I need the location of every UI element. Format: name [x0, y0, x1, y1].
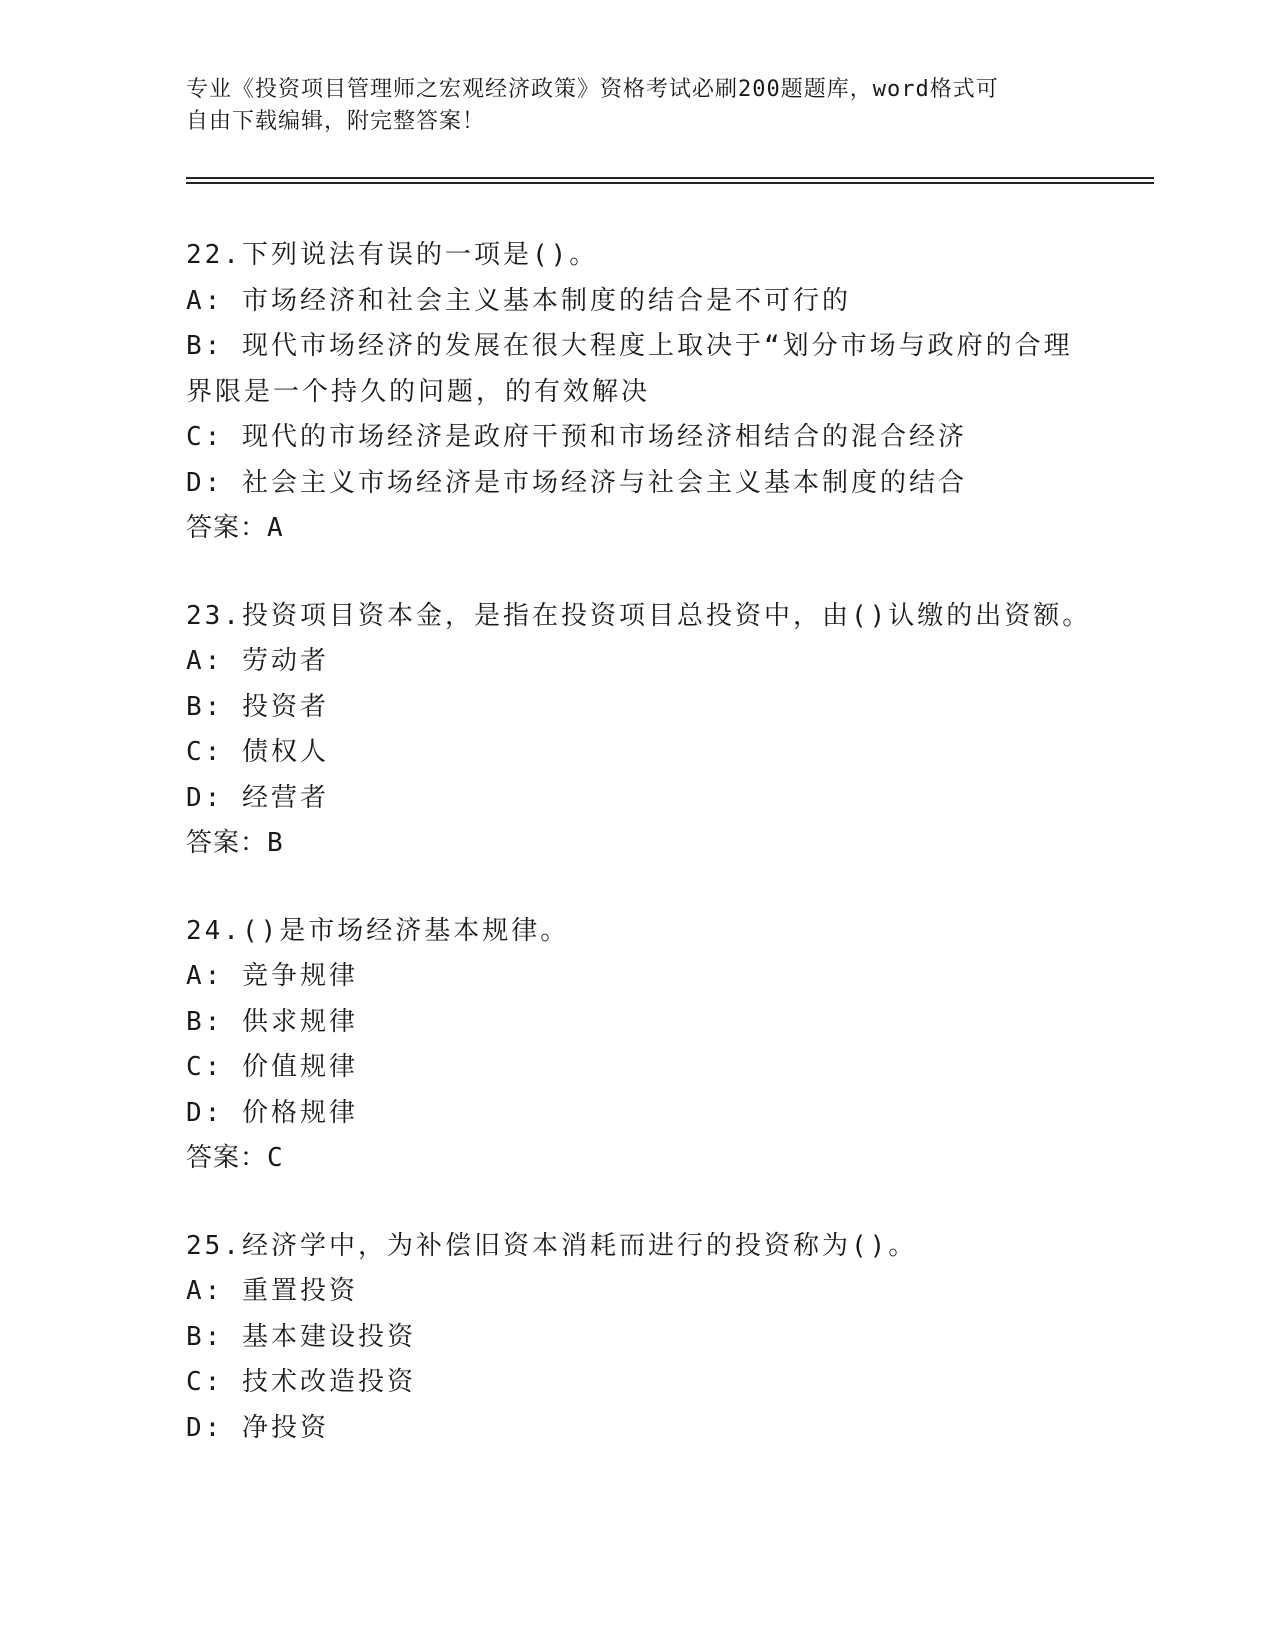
answer-value: B	[267, 828, 284, 858]
option-a: A: 竞争规律	[186, 961, 358, 991]
option-d: D: 社会主义市场经济是市场经济与社会主义基本制度的结合	[186, 467, 967, 498]
question-list	[186, 233, 1092, 1493]
answer-line	[186, 506, 1086, 552]
option-d: D: 经营者	[186, 782, 329, 813]
question-stem: 24.()是市场经济基本规律。	[186, 915, 570, 946]
option-c: C: 技术改造投资	[186, 1367, 416, 1397]
option-b-continued: 界限是一个持久的问题，的有效解决	[186, 376, 651, 407]
option-a: A: 重置投资	[186, 1276, 358, 1306]
option-d: D: 价格规律	[186, 1097, 358, 1128]
header-double-rule	[186, 177, 1154, 184]
question-22	[186, 233, 1086, 552]
document-header	[186, 74, 1066, 138]
option-b: B: 供求规律	[186, 1006, 358, 1037]
header-line-2: 自由下载编辑，附完整答案！	[186, 109, 486, 134]
question-25	[186, 1224, 1086, 1452]
question-24	[186, 909, 1086, 1182]
question-stem: 23.投资项目资本金，是指在投资项目总投资中，由()认缴的出资额。	[186, 600, 1092, 631]
answer-value: C	[267, 1143, 284, 1173]
option-b: B: 现代市场经济的发展在很大程度上取决于“划分市场与政府的合理	[186, 331, 1073, 361]
option-c: C: 现代的市场经济是政府干预和市场经济相结合的混合经济	[186, 422, 967, 452]
answer-line	[186, 1136, 1086, 1182]
option-c: C: 价值规律	[186, 1052, 358, 1082]
question-23	[186, 594, 1092, 867]
option-a: A: 劳动者	[186, 646, 329, 676]
answer-label: 答案：	[186, 828, 268, 858]
option-b: B: 投资者	[186, 691, 329, 722]
question-stem: 25.经济学中，为补偿旧资本消耗而进行的投资称为()。	[186, 1230, 918, 1261]
answer-line	[186, 821, 1086, 867]
option-c: C: 债权人	[186, 737, 329, 767]
option-d: D: 净投资	[186, 1412, 329, 1443]
answer-value: A	[267, 513, 284, 543]
option-b: B: 基本建设投资	[186, 1321, 416, 1352]
question-stem: 22.下列说法有误的一项是()。	[186, 240, 599, 270]
answer-label: 答案：	[186, 513, 268, 543]
answer-label: 答案：	[186, 1143, 268, 1173]
option-a: A: 市场经济和社会主义基本制度的结合是不可行的	[186, 285, 851, 316]
header-line-1: 专业《投资项目管理师之宏观经济政策》资格考试必刷200题题库，word格式可	[186, 77, 999, 102]
